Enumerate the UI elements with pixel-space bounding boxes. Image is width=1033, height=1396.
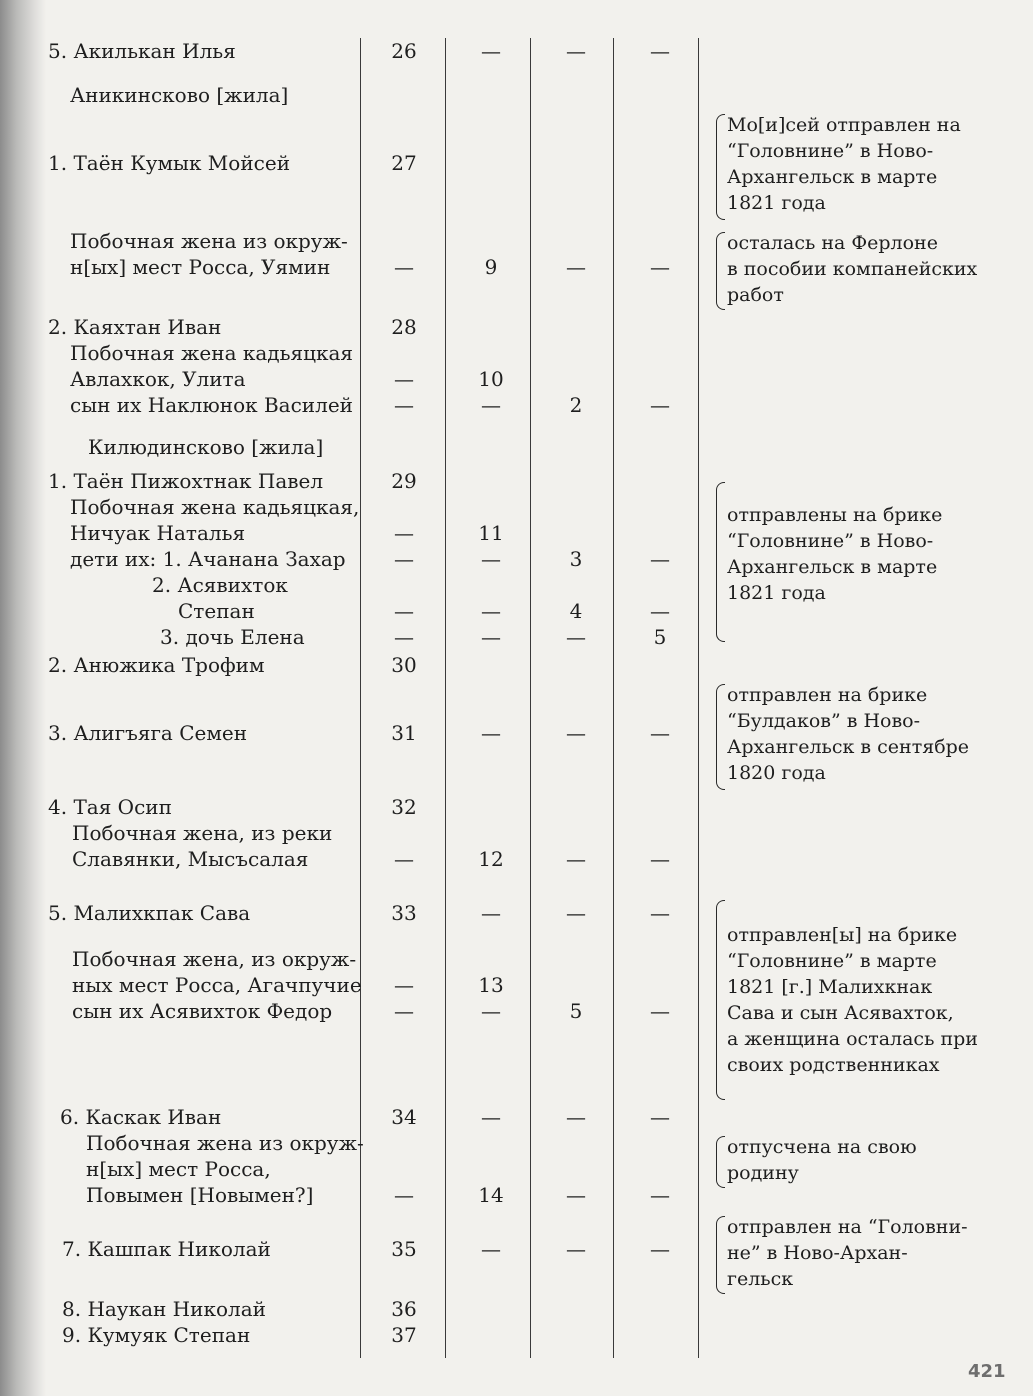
entry-value-c2: — (481, 1105, 501, 1129)
entry-value-c2: — (481, 625, 501, 649)
entry-value-c4: — (650, 599, 670, 623)
entry-name: 8. Наукан Николай (62, 1297, 266, 1321)
bracket (716, 684, 725, 790)
entry-value-c2: 11 (478, 521, 504, 545)
entry-value-c3: — (566, 847, 586, 871)
entry-value-c1: 29 (391, 469, 417, 493)
remark-line: в пособии компанейских (727, 258, 978, 280)
entry-value-c4: — (650, 1183, 670, 1207)
entry-name: 2. Анюжика Трофим (48, 653, 265, 677)
entry-value-c1: 35 (391, 1237, 417, 1261)
entry-name: Побочная жена кадьяцкая, (70, 495, 360, 519)
remark-line: “Головнине” в марте (727, 950, 937, 972)
entry-value-c2: — (481, 901, 501, 925)
entry-name: Авлахкок, Улита (70, 367, 246, 391)
entry-value-c3: — (566, 625, 586, 649)
entry-value-c4: — (650, 999, 670, 1023)
entry-value-c2: — (481, 1237, 501, 1261)
entry-name: дети их: 1. Ачанана Захар (70, 547, 346, 571)
remark-line: 1821 года (727, 582, 826, 604)
entry-value-c4: 5 (653, 625, 667, 649)
remark-line: отправлен[ы] на брике (727, 924, 958, 946)
entry-name: 4. Тая Осип (48, 795, 172, 819)
entry-value-c1: — (394, 1183, 414, 1207)
bracket (716, 1136, 725, 1188)
entry-value-c1: 26 (391, 39, 417, 63)
entry-value-c1: 30 (391, 653, 417, 677)
entry-value-c1: 32 (391, 795, 417, 819)
entry-value-c2: — (481, 393, 501, 417)
entry-name: Повымен [Новымен?] (86, 1183, 314, 1207)
entry-name: Славянки, Мысъсалая (72, 847, 309, 871)
entry-value-c2: — (481, 599, 501, 623)
entry-value-c4: — (650, 39, 670, 63)
entry-value-c2: — (481, 39, 501, 63)
remark-line: “Головнине” в Ново- (727, 530, 934, 552)
entry-value-c1: 33 (391, 901, 417, 925)
entry-name: Побочная жена из окруж- (86, 1131, 364, 1155)
entry-name: 9. Кумуяк Степан (62, 1323, 251, 1347)
entry-name: 3. Алигъяга Семен (48, 721, 248, 745)
entry-name: 2. Каяхтан Иван (48, 315, 222, 339)
entry-value-c3: — (566, 901, 586, 925)
entry-value-c3: — (566, 255, 586, 279)
remark-line: а женщина осталась при (727, 1028, 978, 1050)
entry-name: сын их Наклюнок Василей (70, 393, 354, 417)
entry-value-c2: — (481, 721, 501, 745)
entry-value-c1: — (394, 847, 414, 871)
entry-name: 6. Каскак Иван (60, 1105, 222, 1129)
remark-line: 1821 [г.] Малихкнак (727, 976, 933, 998)
entry-value-c2: 13 (478, 973, 504, 997)
entry-name: н[ых] мест Росса, Уямин (70, 255, 331, 279)
remark-line: Архангельск в сентябре (727, 736, 970, 758)
entry-value-c1: — (394, 599, 414, 623)
entry-value-c1: 31 (391, 721, 417, 745)
entry-value-c3: 5 (569, 999, 583, 1023)
bracket (716, 900, 725, 1100)
remark-line: своих родственниках (727, 1054, 940, 1076)
entry-value-c1: — (394, 521, 414, 545)
entry-value-c3: 4 (569, 599, 583, 623)
entry-value-c1: — (394, 255, 414, 279)
entry-value-c2: 10 (478, 367, 504, 391)
remark-line: “Булдаков” в Ново- (727, 710, 921, 732)
entry-value-c1: 27 (391, 151, 417, 175)
entry-value-c3: — (566, 721, 586, 745)
entry-value-c2: 9 (484, 255, 498, 279)
entry-value-c3: 3 (569, 547, 583, 571)
entry-value-c3: 2 (569, 393, 583, 417)
entry-value-c4: — (650, 1105, 670, 1129)
entry-value-c1: 36 (391, 1297, 417, 1321)
entry-value-c1: — (394, 999, 414, 1023)
entry-name: 1. Таён Пижохтнак Павел (48, 469, 324, 493)
entry-name: 3. дочь Елена (160, 625, 305, 649)
entry-name: 7. Кашпак Николай (62, 1237, 271, 1261)
entry-value-c3: — (566, 1105, 586, 1129)
remark-line: 1820 года (727, 762, 826, 784)
column-divider (445, 38, 446, 1358)
remark-line: не” в Ново-Архан- (727, 1242, 908, 1264)
remark-line: Архангельск в марте (727, 166, 938, 188)
remark-line: Мо[и]сей отправлен на (727, 114, 961, 136)
entry-value-c4: — (650, 1237, 670, 1261)
entry-value-c4: — (650, 547, 670, 571)
remark-line: отправлены на брике (727, 504, 943, 526)
remark-line: отправлен на брике (727, 684, 928, 706)
entry-value-c2: 12 (478, 847, 504, 871)
remark-line: “Головнине” в Ново- (727, 140, 934, 162)
page-gutter-shadow (0, 0, 46, 1396)
entry-name: сын их Асявихток Федор (72, 999, 333, 1023)
remark-line: отправлен на “Головни- (727, 1216, 968, 1238)
entry-name: Побочная жена, из реки (72, 821, 333, 845)
entry-name: ных мест Росса, Агачпучие (72, 973, 362, 997)
entry-name: Степан (178, 599, 255, 623)
entry-name: Побочная жена кадьяцкая (70, 341, 354, 365)
column-divider (530, 38, 531, 1358)
entry-value-c1: — (394, 393, 414, 417)
entry-value-c2: — (481, 547, 501, 571)
entry-value-c4: — (650, 721, 670, 745)
entry-name: Аникинсково [жила] (70, 83, 289, 107)
remark-line: Сава и сын Асявахток, (727, 1002, 954, 1024)
remark-line: Архангельск в марте (727, 556, 938, 578)
entry-value-c1: 28 (391, 315, 417, 339)
entry-value-c4: — (650, 255, 670, 279)
column-divider (698, 38, 699, 1358)
remark-line: гельск (727, 1268, 794, 1290)
entry-value-c1: 37 (391, 1323, 417, 1347)
entry-value-c1: — (394, 367, 414, 391)
entry-name: Ничуак Наталья (70, 521, 246, 545)
entry-value-c4: — (650, 901, 670, 925)
entry-value-c1: — (394, 547, 414, 571)
entry-name: 1. Таён Кумык Мойсей (48, 151, 291, 175)
entry-name: 2. Асявихток (152, 573, 288, 597)
bracket (716, 232, 725, 310)
entry-name: Килюдинсково [жила] (88, 435, 324, 459)
entry-value-c3: — (566, 39, 586, 63)
entry-name: Побочная жена, из окруж- (72, 947, 357, 971)
entry-value-c3: — (566, 1183, 586, 1207)
entry-name: Побочная жена из окруж- (70, 229, 348, 253)
remark-line: осталась на Ферлоне (727, 232, 938, 254)
column-divider (613, 38, 614, 1358)
entry-value-c2: — (481, 999, 501, 1023)
entry-value-c1: — (394, 625, 414, 649)
remark-line: родину (727, 1162, 799, 1184)
column-divider (360, 38, 361, 1358)
entry-value-c4: — (650, 847, 670, 871)
entry-name: 5. Акилькан Илья (48, 39, 236, 63)
entry-value-c2: 14 (478, 1183, 504, 1207)
remark-line: работ (727, 284, 784, 306)
entry-value-c1: — (394, 973, 414, 997)
entry-value-c3: — (566, 1237, 586, 1261)
entry-value-c4: — (650, 393, 670, 417)
remark-line: отпусчена на свою (727, 1136, 917, 1158)
entry-name: 5. Малихкпак Сава (48, 901, 251, 925)
bracket (716, 114, 725, 220)
entry-value-c1: 34 (391, 1105, 417, 1129)
remark-line: 1821 года (727, 192, 826, 214)
page-number: 421 (968, 1361, 1006, 1382)
entry-name: н[ых] мест Росса, (86, 1157, 271, 1181)
bracket (716, 1216, 725, 1294)
bracket (716, 482, 725, 642)
